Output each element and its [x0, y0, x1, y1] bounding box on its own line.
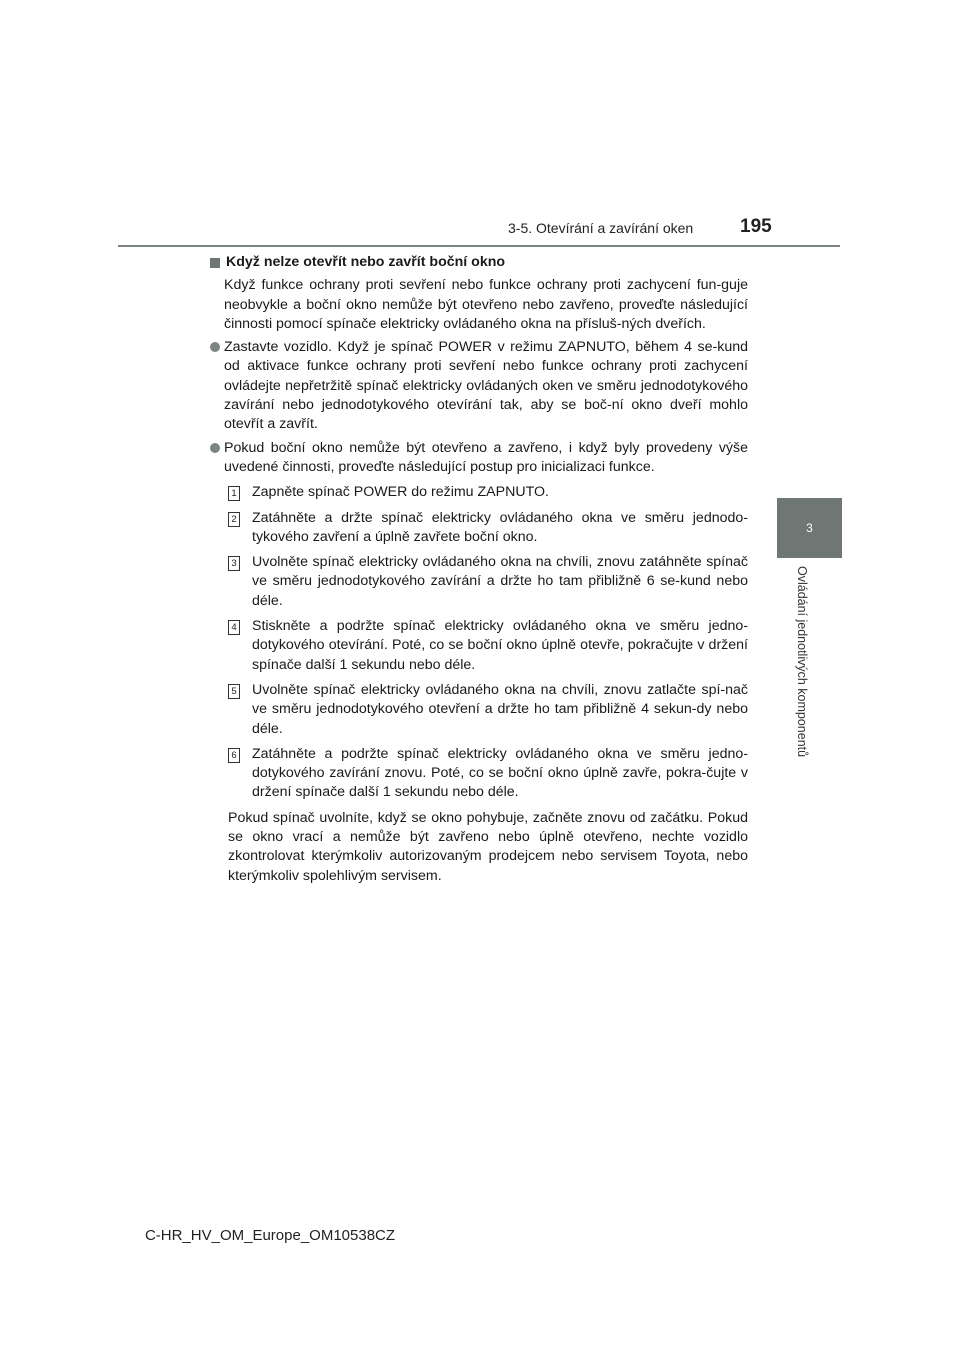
chapter-tab [777, 498, 842, 558]
footer-document-code: C-HR_HV_OM_Europe_OM10538CZ [144, 1227, 396, 1244]
step-text: Uvolněte spínač elektricky ovládaného okna na chvíli, znovu zatlačte spí-nač ve směru jednodotykového otevření a držte ho tam přibližně 4 sekun-dy nebo déle. [252, 681, 748, 737]
step-text: Zapněte spínač POWER do režimu ZAPNUTO. [252, 484, 549, 501]
step-item [228, 617, 748, 675]
circle-bullet-icon [210, 443, 220, 453]
step-number-box: 6 [228, 748, 240, 763]
header-rule [118, 245, 840, 247]
bullet-item [210, 338, 748, 434]
step-item [228, 553, 748, 611]
step-text: Uvolněte spínač elektricky ovládaného okna na chvíli, znovu zatáhněte spínač ve směru jednodotykového zavírání a držte ho tam přibližně 6 se-kund nebo déle. [252, 554, 748, 609]
bullet-item [210, 439, 748, 478]
step-number-box: 4 [228, 620, 240, 635]
step-item [228, 745, 748, 803]
step-text: Stiskněte a podržte spínač elektricky ovládaného okna ve směru jedno-dotykového otevírání. Poté, co se boční okno úplně otevře, pokračujte v držení spínače další 1 sekundu nebo déle. [252, 618, 748, 673]
circle-bullet-icon [210, 342, 220, 352]
section-heading-text: Když nelze otevřít nebo zavřít boční okno [226, 254, 506, 270]
section-heading [210, 253, 748, 272]
step-item [228, 509, 748, 548]
step-item [228, 681, 748, 739]
chapter-title: Ovládání jednotlivých komponentů [795, 566, 809, 758]
step-number-box: 2 [228, 512, 240, 527]
page-content [210, 253, 748, 886]
header-section-title: 3-5. Otevírání a zavírání oken [508, 220, 694, 236]
step-number-box: 1 [228, 486, 240, 501]
step-item [228, 483, 748, 502]
bullet-text: Zastavte vozidlo. Když je spínač POWER v režimu ZAPNUTO, během 4 se-kund od aktivace funkce ochrany proti sevření nebo funkce ochrany proti zachycení ovládejte nepřetržitě spínač elektricky ovládaných oken ve směru jednodotykového zavírání nebo jednodotykového otevírání tak, aby se boč-ní okno dveří mohlo otevřít a zavřít. [224, 339, 748, 433]
chapter-number: 3 [806, 521, 813, 535]
intro-paragraph: Když funkce ochrany proti sevření nebo funkce ochrany proti zachycení fun-guje neobvykle a boční okno nemůže být otevřeno nebo zavřeno, proveďte následující činnosti pomocí spínače elektricky ovládaného okna na přísluš-ných dveřích. [224, 277, 748, 332]
square-bullet-icon [210, 258, 220, 268]
bullet-text: Pokud boční okno nemůže být otevřeno a zavřeno, i když byly provedeny výše uvedené činnosti, proveďte následující postup pro inicializaci funkce. [224, 439, 748, 475]
closing-paragraph: Pokud spínač uvolníte, když se okno pohybuje, začněte znovu od začátku. Pokud se okno vrací a nemůže být zavřeno nebo úplně otevřeno, nechte vozidlo zkontrolovat kterýmkoliv autorizovaným prodejcem nebo servisem Toyota, nebo kterýmkoliv spolehlivým servisem. [228, 809, 748, 884]
step-number-box: 3 [228, 556, 240, 571]
step-text: Zatáhněte a podržte spínač elektricky ovládaného okna ve směru jedno-dotykového zavírání znovu. Poté, co se boční okno úplně zavře, pokra-čujte v držení spínače další 1 sekundu nebo déle. [252, 745, 748, 801]
page-number: 195 [740, 216, 772, 237]
step-text: Zatáhněte a držte spínač elektricky ovládaného okna ve směru jednodo-tykového zavření a úplně zavřete boční okno. [252, 509, 748, 545]
step-number-box: 5 [228, 684, 240, 699]
